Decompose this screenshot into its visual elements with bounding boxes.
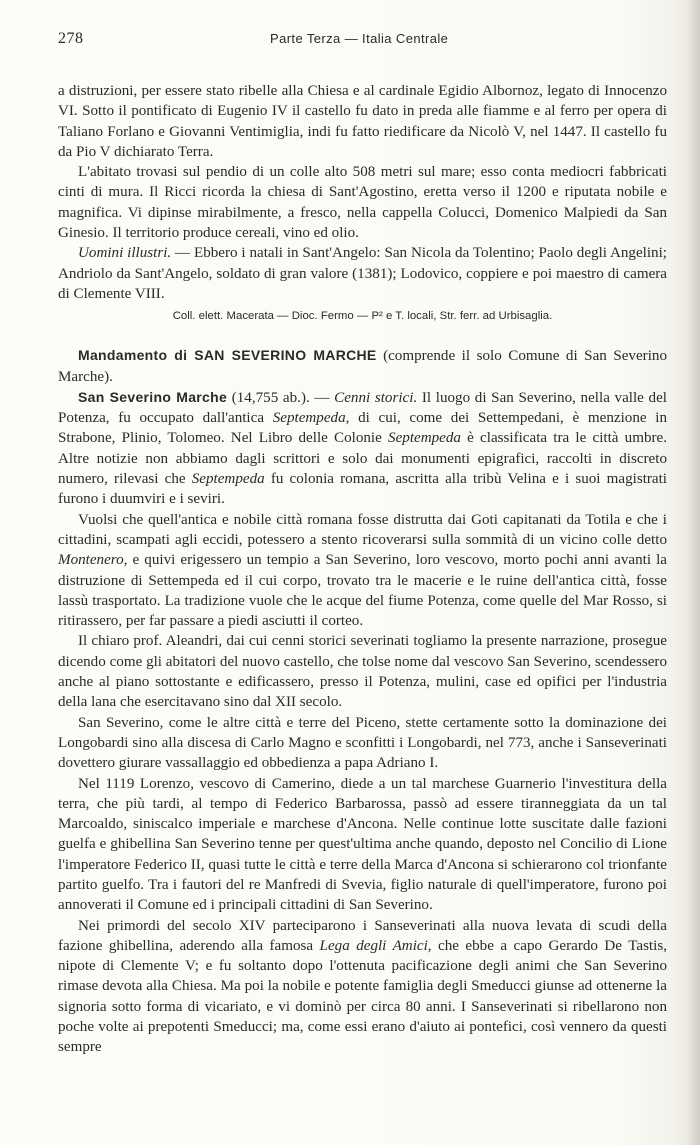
page-number: 278 <box>58 30 84 47</box>
italic-run: Cenni storici. <box>334 389 418 406</box>
page-edge-shadow <box>686 0 700 1145</box>
paragraph-7: Il chiaro prof. Aleandri, dai cui cenni storici severinati togliamo la presente narrazione, prosegue dicendo come gli abitatori del nuovo castello, che tolse nome dal vescovo San Severino, scendessero anche al piano sottostante e edificassero, presso il Potenza, mulini, case ed opifici per l'industria della lana che esercitavano sino dal XII secolo. <box>58 633 667 711</box>
text-run: e quivi erigessero un tempio a San Severino, loro vescovo, morto pochi anni avanti la distruzione di Settempeda ed il cui corpo, trovato tra le macerie e le ruine dell'antica città, fosse lassù trasportato. La tradizione vuole che le acque del fiume Potenza, come quelle del Mar Rosso, si ritirassero, per far passare a piedi asciutti il corteo. <box>58 552 667 630</box>
section-lead: Uomini illustri. <box>78 245 172 262</box>
paragraph-5 <box>58 387 667 510</box>
administrative-note: Coll. elett. Macerata — Dioc. Fermo — P² e T. locali, Str. ferr. ad Urbisaglia. <box>172 310 553 323</box>
place-name: San Severino Marche <box>78 388 228 405</box>
paragraph-text: — Ebbero i natali in Sant'Angelo: San Nicola da Tolentino; Paolo degli Angelini; Andriolo da Sant'Angelo, soldato di gran valore (1381); Lodovico, coppiere e poi maestro di camera di Clemente VIII. <box>58 245 667 302</box>
section-heading: Mandamento di SAN SEVERINO MARCHE <box>78 347 377 364</box>
paragraph-6 <box>58 510 667 632</box>
running-head: Parte Terza — Italia Centrale <box>270 31 449 46</box>
paragraph-10 <box>58 916 667 1058</box>
text-run: , di cui, come dei Settempedani, è menzione in Strabone, Plinio, Tolomeo. Nel Libro delle Colonie <box>58 410 667 447</box>
body-text <box>58 81 667 1058</box>
italic-run: Lega degli Amici <box>319 937 428 954</box>
page-header <box>58 30 668 52</box>
italic-run: Septempeda <box>388 430 461 447</box>
text-run: , che ebbe a capo Gerardo De Tastis, nipote di Clemente V; e fu soltanto dopo l'ottenuta pacificazione degli animi che San Severino rimase devota alla Chiesa. Ma poi la nobile e potente famiglia degli Smeducci giunse ad ottenerne la signoria sotto forma di vicariato, e vi dominò per circa 80 anni. I Sanseverinati si ribellarono non poche volte ai prepotenti Smeducci; ma, come essi erano d'aiuto ai pontefici, così vennero da questi sempre <box>58 937 667 1056</box>
paragraph-2: L'abitato trovasi sul pendio di un colle alto 508 metri sul mare; esso conta mediocri fabbricati cinti di mura. Il Ricci ricorda la chiesa di Sant'Agostino, eretta verso il 1200 e riputata nobile e magnifica. Vi dipinse mirabilmente, a fresco, nella cappella Colucci, Domenico Malpiedi da San Ginesio. Il territorio produce cereali, vino ed olio. <box>58 164 667 242</box>
italic-run: Septempeda <box>272 410 346 427</box>
text-run: Il luogo di San Severino, nella valle del Potenza, fu occupato dall'antica <box>58 389 667 427</box>
text-run: fu colonia romana, ascritta alla tribù Velina e i suoi magistrati furono i duumviri e i seviri. <box>58 471 667 508</box>
text-run: Vuolsi che quell'antica e nobile città romana fosse distrutta dai Goti capitanati da Totila e che i cittadini, scampati agli eccidi, potessero a stento ricoverarsi sulla sommità di un vicino colle detto <box>58 511 667 548</box>
paragraph-9: Nel 1119 Lorenzo, vescovo di Camerino, diede a un tal marchese Guarnerio l'investitura della terra, che più tardi, al tempo di Federico Barbarossa, passò ad essere tiranneggiata da un tal Marcoaldo, siniscalco imperiale e marchese d'Ancona. Nelle continue lotte suscitate dalle fazioni guelfa e ghibellina San Severino tenne per quest'ultima anche quando, deposto nel Concilio di Lione l'imperatore Federico II, quasi tutte le città e terre della Marca d'Ancona si schierarono col trionfante partito guelfo. Tra i fautori del re Manfredi di Svevia, figlio naturale di quell'imperatore, furono poi annoverati il Comune ed i principali cittadini di San Severino. <box>58 775 667 914</box>
text-run: Nei primordi del secolo XIV parteciparono i Sanseverinati alla nuova levata di scudi della fazione ghibellina, aderendo alla famosa <box>58 917 667 954</box>
paragraph-text: (comprende il solo Comune di San Severino Marche). <box>58 348 667 385</box>
paragraph-4 <box>58 345 667 387</box>
text-run: (14,755 ab.). — <box>227 389 335 406</box>
paragraph-8: San Severino, come le altre città e terre del Piceno, stette certamente sotto la dominazione dei Longobardi sino alla discesa di Carlo Magno e sconfitti i Longobardi, nel 773, anche i Sanseverinati dovettero giurare vassallaggio ed obbedienza a papa Adriano I. <box>58 714 667 772</box>
paragraph-1: a distruzioni, per essere stato ribelle alla Chiesa e al cardinale Egidio Albornoz, legato di Innocenzo VI. Sotto il pontificato di Eugenio IV il castello fu dato in preda alle fiamme e al ferro per opera di Taliano Forlano e Giovanni Ventimiglia, indi fu fatto riedificare da Nicolò V, nel 1447. Il castello fu da Pio V dichiarato Terra. <box>58 83 667 160</box>
italic-run: Montenero, <box>58 552 128 569</box>
italic-run: Septempeda <box>191 471 265 488</box>
text-run: è classificata tra le città umbre. Altre notizie non abbiamo dagli scrittori e solo dai monumenti epigrafici, raccolti in discreto numero, rilevasi che <box>58 430 668 488</box>
paragraph-3 <box>58 243 667 304</box>
